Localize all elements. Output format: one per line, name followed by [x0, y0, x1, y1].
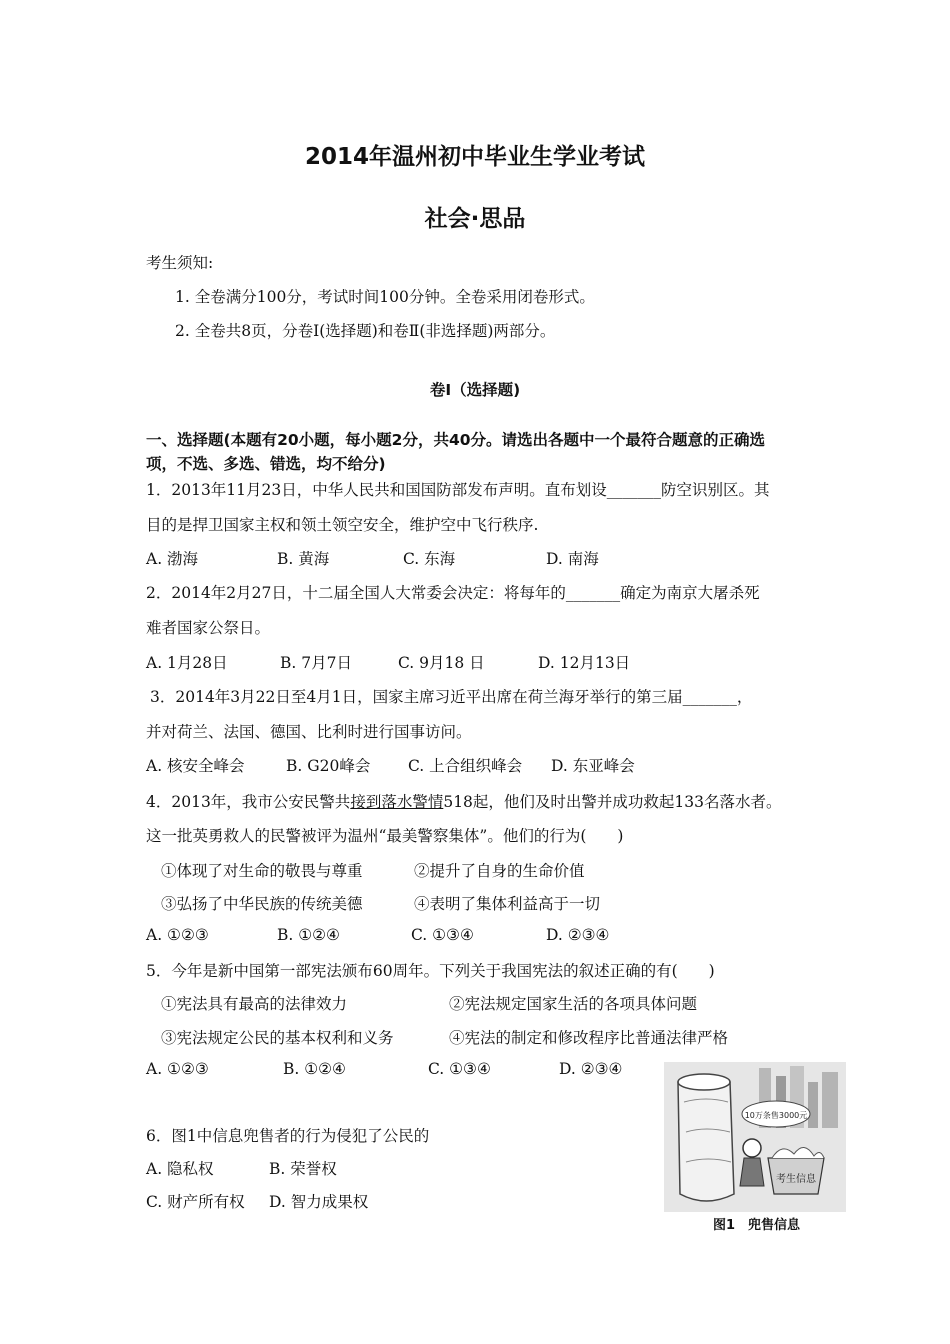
q4-statement-3: ③弘扬了中华民族的传统美德	[161, 895, 363, 913]
figure-caption-text: 兜售信息	[748, 1218, 801, 1233]
notice-item-1: 1. 全卷满分100分，考试时间100分钟。全卷采用闭卷形式。	[175, 288, 595, 306]
figure-caption	[713, 1214, 800, 1233]
info-seller-cartoon	[664, 1062, 846, 1212]
q5-statement-4: ④宪法的制定和修改程序比普通法律严格	[449, 1029, 729, 1047]
exam-subtitle: 社会·思品	[424, 206, 526, 232]
question-4-line1	[146, 790, 782, 812]
question-5-line1: 5．今年是新中国第一部宪法颁布60周年。下列关于我国宪法的叙述正确的有( )	[146, 962, 715, 980]
exam-title: 2014年温州初中毕业生学业考试	[304, 144, 645, 170]
q1-option-d: D. 南海	[546, 550, 599, 568]
q2-option-c: C. 9月18 日	[398, 654, 485, 672]
q4-statement-4: ④表明了集体利益高于一切	[414, 895, 601, 913]
q4-statement-1: ①体现了对生命的敬畏与尊重	[161, 862, 363, 880]
figure-1-illustration	[664, 1062, 846, 1212]
q3-option-a: A. 核安全峰会	[146, 757, 245, 775]
q5-option-c: C. ①③④	[428, 1060, 491, 1078]
q3-option-d: D. 东亚峰会	[551, 757, 635, 775]
q6-option-b: B. 荣誉权	[269, 1160, 337, 1178]
question-3-line1: 3．2014年3月22日至4月1日，国家主席习近平出席在荷兰海牙举行的第三届_______，	[150, 688, 753, 706]
q2-option-b: B. 7月7日	[280, 654, 352, 672]
part1-instructions-line2: 项，不选、多选、错选，均不给分)	[146, 455, 386, 473]
question-4-line2: 这一批英勇救人的民警被评为温州“最美警察集体”。他们的行为( )	[146, 827, 624, 845]
q4-option-c: C. ①③④	[411, 926, 474, 944]
question-6-line1: 6．图1中信息兜售者的行为侵犯了公民的	[146, 1127, 430, 1145]
q1-option-a: A. 渤海	[146, 550, 199, 568]
notice-item-2: 2. 全卷共8页，分卷Ⅰ(选择题)和卷Ⅱ(非选择题)两部分。	[175, 322, 556, 340]
q4-text-after: 518起，他们及时出警并成功救起133名落水者。	[443, 793, 782, 811]
question-2-line2: 难者国家公祭日。	[146, 619, 271, 637]
question-3-line2: 并对荷兰、法国、德国、比利时进行国事访问。	[146, 723, 472, 741]
q2-option-a: A. 1月28日	[146, 654, 228, 672]
q1-option-b: B. 黄海	[277, 550, 330, 568]
q6-option-d: D. 智力成果权	[269, 1193, 369, 1211]
q4-option-a: A. ①②③	[146, 926, 209, 944]
seller-figure	[743, 1139, 761, 1157]
section-title: 卷Ⅰ（选择题)	[429, 381, 521, 399]
question-1-line2: 目的是捍卫国家主权和领土领空安全，维护空中飞行秩序.	[146, 516, 539, 534]
q6-option-c: C. 财产所有权	[146, 1193, 245, 1211]
question-2-line1: 2．2014年2月27日，十二届全国人大常委会决定：将每年的_______确定为南京大屠杀死	[146, 584, 760, 602]
figure-caption-number: 图1	[713, 1218, 736, 1233]
q3-option-b: B. G20峰会	[286, 757, 371, 775]
q4-underlined-text: 接到落水警情	[350, 793, 444, 811]
q6-option-a: A. 隐私权	[146, 1160, 214, 1178]
q5-option-a: A. ①②③	[146, 1060, 209, 1078]
q1-option-c: C. 东海	[403, 550, 456, 568]
basket-label: 考生信息	[776, 1174, 816, 1185]
q4-option-b: B. ①②④	[277, 926, 340, 944]
q5-statement-2: ②宪法规定国家生活的各项具体问题	[449, 995, 698, 1013]
q5-statement-1: ①宪法具有最高的法律效力	[161, 995, 348, 1013]
q2-option-d: D. 12月13日	[538, 654, 631, 672]
paper-roll-shape	[678, 1075, 734, 1201]
q4-statement-2: ②提升了自身的生命价值	[414, 862, 585, 880]
part1-instructions-line1: 一、选择题(本题有20小题，每小题2分，共40分。请选出各题中一个最符合题意的正确选	[146, 431, 766, 449]
q5-option-b: B. ①②④	[283, 1060, 346, 1078]
q4-text-before: 4．2013年，我市公安民警共	[146, 793, 351, 811]
q4-option-d: D. ②③④	[546, 926, 610, 944]
question-1-line1: 1．2013年11月23日，中华人民共和国国防部发布声明。直布划设_______防空识别区。其	[146, 481, 770, 499]
sign-text: 10万条售3000元	[744, 1111, 808, 1120]
q5-statement-3: ③宪法规定公民的基本权利和义务	[161, 1029, 394, 1047]
notice-header: 考生须知:	[146, 254, 214, 272]
q5-option-d: D. ②③④	[559, 1060, 623, 1078]
q3-option-c: C. 上合组织峰会	[408, 757, 523, 775]
